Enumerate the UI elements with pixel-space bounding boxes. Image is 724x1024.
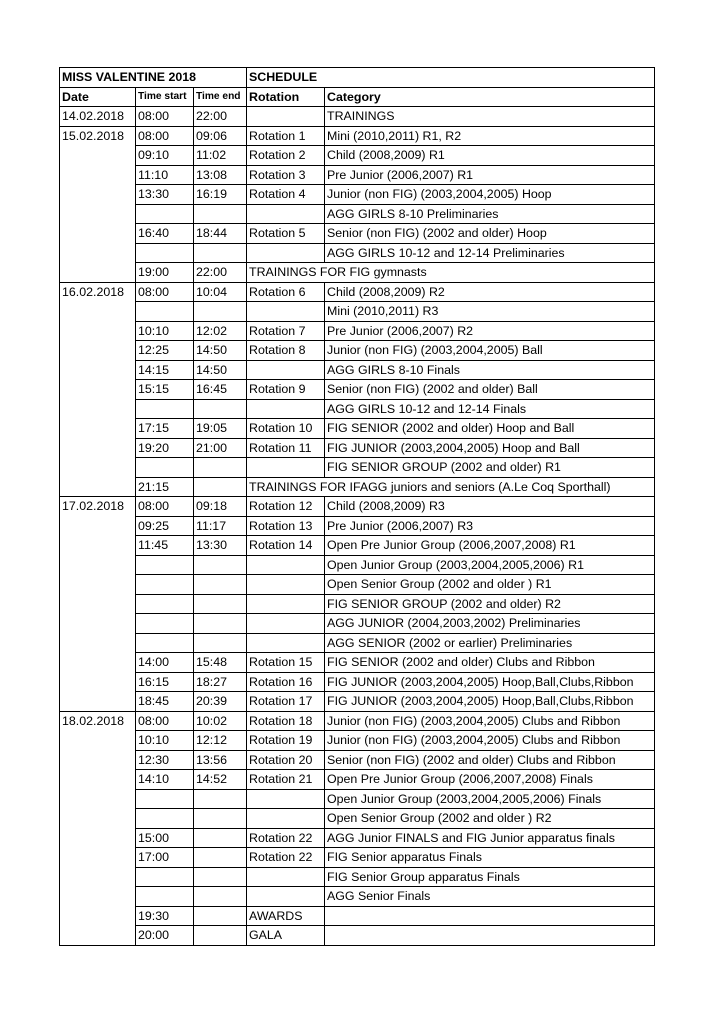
rotation-cell: Rotation 19 (247, 731, 325, 751)
schedule-row (60, 770, 655, 790)
category-cell: Pre Junior (2006,2007) R1 (325, 165, 655, 185)
category-cell: FIG SENIOR (2002 and older) Clubs and Ribbon (325, 653, 655, 673)
schedule-row (60, 536, 655, 556)
category-cell: AGG GIRLS 8-10 Finals (325, 360, 655, 380)
time-start-cell: 08:00 (136, 107, 194, 127)
time-end-cell (194, 575, 247, 595)
time-end-cell (194, 926, 247, 946)
time-end-cell: 16:19 (194, 185, 247, 205)
time-start-cell: 21:15 (136, 477, 194, 497)
rotation-cell: Rotation 20 (247, 750, 325, 770)
time-start-cell: 11:10 (136, 165, 194, 185)
category-cell: AGG Senior Finals (325, 887, 655, 907)
schedule-row (60, 146, 655, 166)
category-cell: Junior (non FIG) (2003,2004,2005) Hoop (325, 185, 655, 205)
rotation-cell (247, 614, 325, 634)
category-cell: FIG SENIOR GROUP (2002 and older) R1 (325, 458, 655, 478)
rotation-cell (247, 360, 325, 380)
time-end-cell: 13:56 (194, 750, 247, 770)
category-cell: AGG GIRLS 10-12 and 12-14 Preliminaries (325, 243, 655, 263)
time-start-cell: 14:00 (136, 653, 194, 673)
category-cell: Pre Junior (2006,2007) R3 (325, 516, 655, 536)
rotation-cell (247, 809, 325, 829)
category-cell: Mini (2010,2011) R3 (325, 302, 655, 322)
category-cell: FIG JUNIOR (2003,2004,2005) Hoop,Ball,Clubs,Ribbon (325, 672, 655, 692)
schedule-row (60, 497, 655, 517)
category-cell: AGG GIRLS 10-12 and 12-14 Finals (325, 399, 655, 419)
time-start-cell: 16:40 (136, 224, 194, 244)
time-end-cell (194, 614, 247, 634)
time-end-cell: 15:48 (194, 653, 247, 673)
header-rotation: Rotation (247, 87, 325, 107)
schedule-row (60, 165, 655, 185)
time-end-cell (194, 302, 247, 322)
category-cell: AGG GIRLS 8-10 Preliminaries (325, 204, 655, 224)
time-end-cell (194, 887, 247, 907)
category-cell: Junior (non FIG) (2003,2004,2005) Clubs and Ribbon (325, 731, 655, 751)
time-start-cell (136, 458, 194, 478)
schedule-row (60, 731, 655, 751)
category-cell: AGG JUNIOR (2004,2003,2002) Preliminaries (325, 614, 655, 634)
time-end-cell: 19:05 (194, 419, 247, 439)
time-start-cell (136, 867, 194, 887)
time-end-cell (194, 594, 247, 614)
time-end-cell: 14:50 (194, 341, 247, 361)
header-time-start: Time start (136, 87, 194, 107)
time-end-cell: 12:12 (194, 731, 247, 751)
time-start-cell: 14:15 (136, 360, 194, 380)
rotation-cell: Rotation 1 (247, 126, 325, 146)
rotation-cell: GALA (247, 926, 325, 946)
rotation-cell: Rotation 15 (247, 653, 325, 673)
category-cell: Pre Junior (2006,2007) R2 (325, 321, 655, 341)
header-time-end: Time end (194, 87, 247, 107)
time-end-cell: 21:00 (194, 438, 247, 458)
schedule-row (60, 399, 655, 419)
time-start-cell: 11:45 (136, 536, 194, 556)
time-end-cell: 16:45 (194, 380, 247, 400)
rotation-cell: Rotation 9 (247, 380, 325, 400)
time-end-cell (194, 458, 247, 478)
rotation-cell: Rotation 5 (247, 224, 325, 244)
time-end-cell: 10:02 (194, 711, 247, 731)
schedule-row (60, 614, 655, 634)
schedule-row (60, 926, 655, 946)
category-cell: FIG SENIOR (2002 and older) Hoop and Ball (325, 419, 655, 439)
schedule-row (60, 555, 655, 575)
schedule-table (59, 67, 655, 946)
schedule-row (60, 692, 655, 712)
time-start-cell: 12:25 (136, 341, 194, 361)
time-end-cell (194, 243, 247, 263)
rotation-cell (247, 204, 325, 224)
time-start-cell (136, 809, 194, 829)
schedule-row (60, 672, 655, 692)
time-start-cell: 09:25 (136, 516, 194, 536)
header-date: Date (60, 87, 136, 107)
schedule-row (60, 224, 655, 244)
rotation-cell (247, 575, 325, 595)
time-end-cell (194, 477, 247, 497)
category-cell: Junior (non FIG) (2003,2004,2005) Ball (325, 341, 655, 361)
spanning-note-cell: TRAININGS FOR FIG gymnasts (247, 263, 655, 283)
category-cell: Child (2008,2009) R2 (325, 282, 655, 302)
time-start-cell: 19:00 (136, 263, 194, 283)
schedule-row (60, 887, 655, 907)
rotation-cell (247, 633, 325, 653)
time-start-cell: 08:00 (136, 711, 194, 731)
rotation-cell: AWARDS (247, 906, 325, 926)
time-end-cell (194, 789, 247, 809)
time-end-cell (194, 555, 247, 575)
time-start-cell: 08:00 (136, 126, 194, 146)
rotation-cell (247, 867, 325, 887)
category-cell: FIG SENIOR GROUP (2002 and older) R2 (325, 594, 655, 614)
rotation-cell (247, 458, 325, 478)
rotation-cell: Rotation 21 (247, 770, 325, 790)
rotation-cell: Rotation 8 (247, 341, 325, 361)
time-end-cell: 10:04 (194, 282, 247, 302)
rotation-cell: Rotation 18 (247, 711, 325, 731)
schedule-body (60, 68, 655, 946)
schedule-row (60, 906, 655, 926)
category-cell: TRAININGS (325, 107, 655, 127)
time-start-cell (136, 633, 194, 653)
time-start-cell (136, 594, 194, 614)
schedule-row (60, 107, 655, 127)
schedule-row (60, 477, 655, 497)
time-start-cell: 15:15 (136, 380, 194, 400)
document-title: SCHEDULE (247, 68, 655, 88)
time-start-cell: 18:45 (136, 692, 194, 712)
category-cell (325, 926, 655, 946)
schedule-row (60, 867, 655, 887)
time-end-cell: 11:02 (194, 146, 247, 166)
rotation-cell (247, 594, 325, 614)
category-cell: Child (2008,2009) R3 (325, 497, 655, 517)
time-end-cell (194, 809, 247, 829)
category-cell: Senior (non FIG) (2002 and older) Clubs and Ribbon (325, 750, 655, 770)
rotation-cell: Rotation 2 (247, 146, 325, 166)
time-end-cell: 09:06 (194, 126, 247, 146)
time-end-cell (194, 906, 247, 926)
schedule-row (60, 516, 655, 536)
time-start-cell (136, 575, 194, 595)
time-start-cell: 08:00 (136, 282, 194, 302)
header-row (60, 87, 655, 107)
time-end-cell: 12:02 (194, 321, 247, 341)
rotation-cell: Rotation 14 (247, 536, 325, 556)
spanning-note-cell: TRAININGS FOR IFAGG juniors and seniors (A.Le Coq Sporthall) (247, 477, 655, 497)
category-cell: Open Senior Group (2002 and older ) R1 (325, 575, 655, 595)
time-end-cell (194, 867, 247, 887)
schedule-row (60, 302, 655, 322)
time-start-cell: 17:15 (136, 419, 194, 439)
category-cell: Senior (non FIG) (2002 and older) Hoop (325, 224, 655, 244)
time-end-cell (194, 828, 247, 848)
rotation-cell: Rotation 10 (247, 419, 325, 439)
time-start-cell (136, 887, 194, 907)
time-end-cell: 09:18 (194, 497, 247, 517)
category-cell: FIG Senior apparatus Finals (325, 848, 655, 868)
time-end-cell: 14:52 (194, 770, 247, 790)
rotation-cell: Rotation 22 (247, 828, 325, 848)
category-cell: AGG SENIOR (2002 or earlier) Preliminaries (325, 633, 655, 653)
category-cell: Child (2008,2009) R1 (325, 146, 655, 166)
time-start-cell: 10:10 (136, 321, 194, 341)
schedule-row (60, 243, 655, 263)
schedule-row (60, 789, 655, 809)
time-end-cell: 18:27 (194, 672, 247, 692)
date-cell: 17.02.2018 (60, 497, 136, 712)
time-start-cell: 19:30 (136, 906, 194, 926)
time-start-cell: 16:15 (136, 672, 194, 692)
rotation-cell: Rotation 4 (247, 185, 325, 205)
category-cell: Open Junior Group (2003,2004,2005,2006) Finals (325, 789, 655, 809)
time-start-cell (136, 614, 194, 634)
schedule-row (60, 282, 655, 302)
schedule-row (60, 575, 655, 595)
category-cell: Open Senior Group (2002 and older ) R2 (325, 809, 655, 829)
date-cell: 18.02.2018 (60, 711, 136, 945)
time-end-cell: 13:08 (194, 165, 247, 185)
schedule-row (60, 458, 655, 478)
rotation-cell: Rotation 7 (247, 321, 325, 341)
rotation-cell: Rotation 3 (247, 165, 325, 185)
time-end-cell (194, 633, 247, 653)
schedule-row (60, 419, 655, 439)
rotation-cell: Rotation 17 (247, 692, 325, 712)
schedule-row (60, 750, 655, 770)
time-end-cell (194, 399, 247, 419)
schedule-row (60, 263, 655, 283)
time-start-cell: 08:00 (136, 497, 194, 517)
schedule-row (60, 360, 655, 380)
schedule-row (60, 321, 655, 341)
rotation-cell (247, 243, 325, 263)
schedule-row (60, 185, 655, 205)
category-cell: FIG Senior Group apparatus Finals (325, 867, 655, 887)
rotation-cell: Rotation 11 (247, 438, 325, 458)
time-start-cell (136, 243, 194, 263)
category-cell: AGG Junior FINALS and FIG Junior apparatus finals (325, 828, 655, 848)
time-start-cell: 19:20 (136, 438, 194, 458)
time-end-cell (194, 848, 247, 868)
time-start-cell (136, 399, 194, 419)
rotation-cell: Rotation 22 (247, 848, 325, 868)
schedule-row (60, 848, 655, 868)
title-row (60, 68, 655, 88)
schedule-row (60, 438, 655, 458)
category-cell: Mini (2010,2011) R1, R2 (325, 126, 655, 146)
rotation-cell (247, 302, 325, 322)
schedule-row (60, 809, 655, 829)
time-start-cell (136, 302, 194, 322)
date-cell: 14.02.2018 (60, 107, 136, 127)
rotation-cell (247, 107, 325, 127)
rotation-cell: Rotation 13 (247, 516, 325, 536)
time-start-cell: 12:30 (136, 750, 194, 770)
time-start-cell (136, 789, 194, 809)
schedule-row (60, 204, 655, 224)
time-start-cell (136, 204, 194, 224)
time-start-cell: 17:00 (136, 848, 194, 868)
category-cell (325, 906, 655, 926)
schedule-row (60, 341, 655, 361)
rotation-cell: Rotation 6 (247, 282, 325, 302)
category-cell: Senior (non FIG) (2002 and older) Ball (325, 380, 655, 400)
rotation-cell (247, 887, 325, 907)
time-end-cell: 11:17 (194, 516, 247, 536)
schedule-row (60, 380, 655, 400)
category-cell: FIG JUNIOR (2003,2004,2005) Hoop and Ball (325, 438, 655, 458)
time-start-cell: 13:30 (136, 185, 194, 205)
time-end-cell: 22:00 (194, 263, 247, 283)
rotation-cell: Rotation 16 (247, 672, 325, 692)
time-end-cell: 18:44 (194, 224, 247, 244)
schedule-row (60, 633, 655, 653)
time-end-cell (194, 204, 247, 224)
category-cell: Junior (non FIG) (2003,2004,2005) Clubs and Ribbon (325, 711, 655, 731)
time-start-cell: 20:00 (136, 926, 194, 946)
header-category: Category (325, 87, 655, 107)
category-cell: Open Junior Group (2003,2004,2005,2006) R1 (325, 555, 655, 575)
date-cell: 16.02.2018 (60, 282, 136, 497)
schedule-row (60, 594, 655, 614)
date-cell: 15.02.2018 (60, 126, 136, 282)
time-end-cell: 20:39 (194, 692, 247, 712)
time-end-cell: 22:00 (194, 107, 247, 127)
time-start-cell: 15:00 (136, 828, 194, 848)
schedule-row (60, 711, 655, 731)
event-title: MISS VALENTINE 2018 (60, 68, 247, 88)
rotation-cell (247, 399, 325, 419)
category-cell: Open Pre Junior Group (2006,2007,2008) R1 (325, 536, 655, 556)
schedule-row (60, 828, 655, 848)
rotation-cell: Rotation 12 (247, 497, 325, 517)
time-start-cell: 09:10 (136, 146, 194, 166)
rotation-cell (247, 789, 325, 809)
time-start-cell: 10:10 (136, 731, 194, 751)
time-start-cell (136, 555, 194, 575)
time-end-cell: 13:30 (194, 536, 247, 556)
schedule-row (60, 126, 655, 146)
category-cell: FIG JUNIOR (2003,2004,2005) Hoop,Ball,Clubs,Ribbon (325, 692, 655, 712)
schedule-row (60, 653, 655, 673)
time-start-cell: 14:10 (136, 770, 194, 790)
category-cell: Open Pre Junior Group (2006,2007,2008) Finals (325, 770, 655, 790)
time-end-cell: 14:50 (194, 360, 247, 380)
rotation-cell (247, 555, 325, 575)
